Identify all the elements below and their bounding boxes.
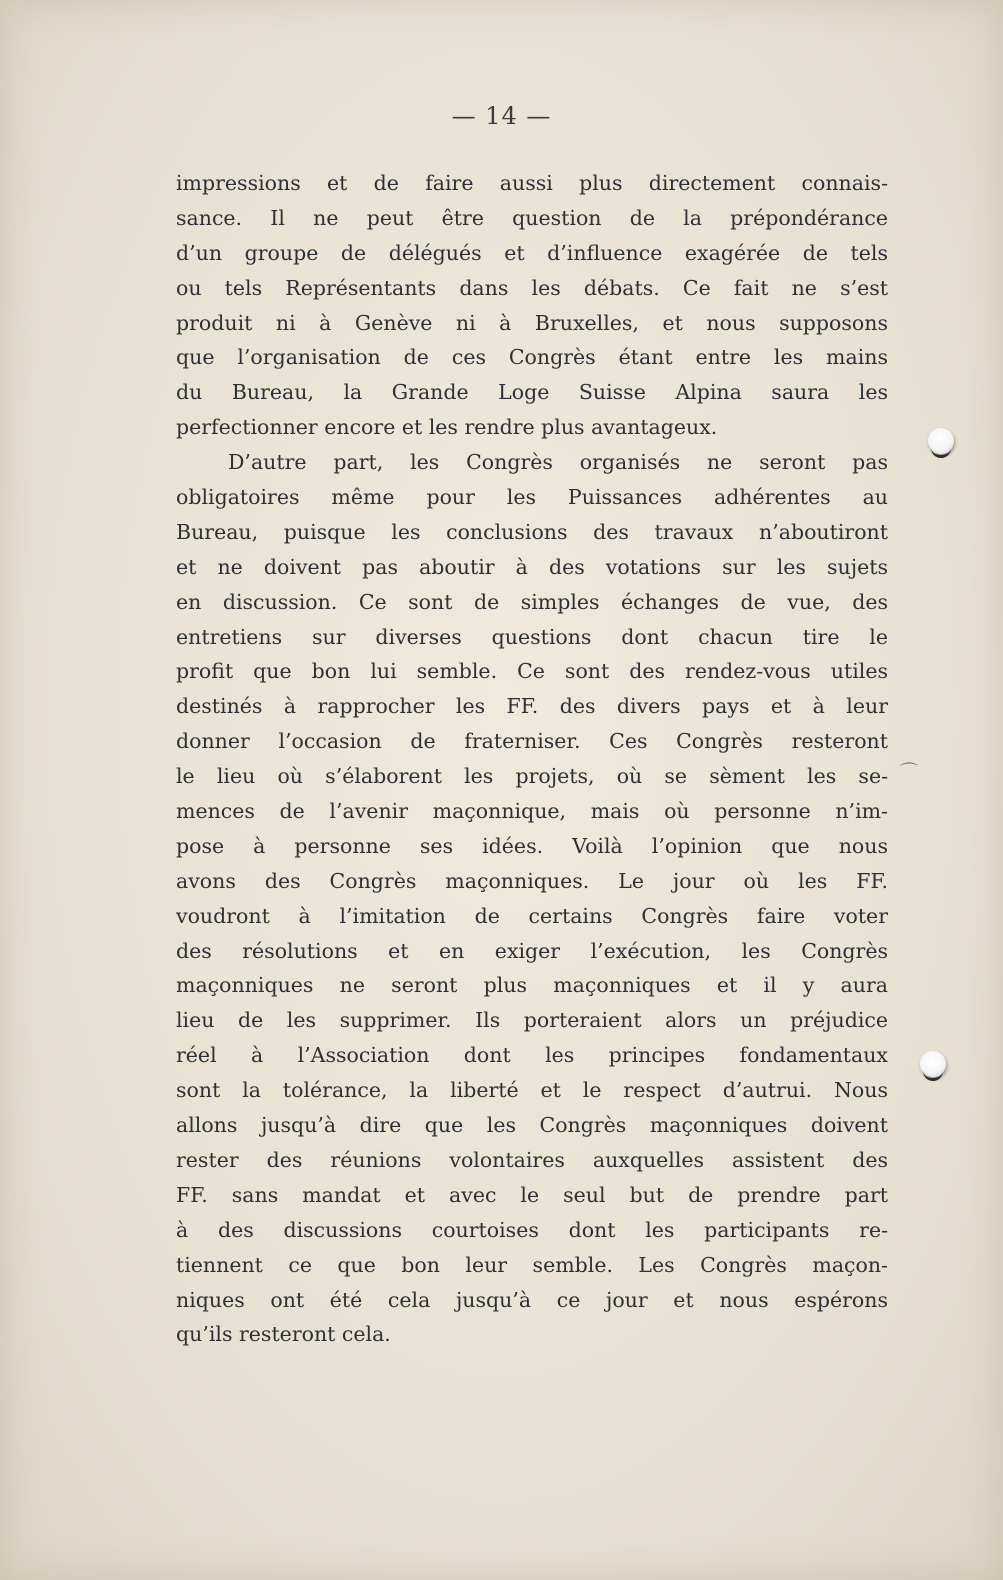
text-line: ou tels Représentants dans les débats. Ce fait ne s’est bbox=[176, 275, 888, 300]
text-line: FF. sans mandat et avec le seul but de prendre part bbox=[176, 1182, 888, 1207]
paper-mark: ⌒ bbox=[900, 762, 918, 783]
text-line: destinés à rapprocher les FF. des divers pays et à leur bbox=[176, 694, 888, 719]
binding-hole-top bbox=[928, 428, 954, 454]
text-line: lieu de les supprimer. Ils porteraient alors un préjudice bbox=[176, 1008, 888, 1033]
text-line: réel à l’Association dont les principes fondamentaux bbox=[176, 1043, 888, 1068]
text-line: impressions et de faire aussi plus directement connais- bbox=[176, 171, 888, 195]
text-line: tiennent ce que bon leur semble. Les Congrès maçon- bbox=[176, 1252, 888, 1277]
text-line: entretiens sur diverses questions dont chacun tire le bbox=[176, 624, 888, 649]
paragraph-end-line: qu’ils resteront cela. bbox=[176, 1322, 391, 1347]
text-line: le lieu où s’élaborent les projets, où se sèment les se- bbox=[176, 764, 888, 789]
text-line: du Bureau, la Grande Loge Suisse Alpina saura les bbox=[176, 380, 888, 405]
text-line: profit que bon lui semble. Ce sont des rendez-vous utiles bbox=[176, 659, 888, 684]
text-line: obligatoires même pour les Puissances adhérentes au bbox=[176, 485, 888, 510]
text-line: produit ni à Genève ni à Bruxelles, et nous supposons bbox=[176, 310, 888, 335]
text-line: donner l’occasion de fraterniser. Ces Congrès resteront bbox=[176, 729, 888, 754]
text-line: des résolutions et en exiger l’exécution, les Congrès bbox=[176, 938, 888, 963]
text-line: maçonniques ne seront plus maçonniques et il y aura bbox=[176, 973, 888, 998]
text-line: sance. Il ne peut être question de la prépondérance bbox=[176, 205, 888, 230]
paragraph-start-line: D’autre part, les Congrès organisés ne seront pas bbox=[228, 450, 888, 475]
text-line: allons jusqu’à dire que les Congrès maçonniques doivent bbox=[176, 1113, 888, 1138]
text-line: mences de l’avenir maçonnique, mais où personne n’im- bbox=[176, 799, 888, 824]
body-text bbox=[176, 166, 888, 1352]
text-line: pose à personne ses idées. Voilà l’opinion que nous bbox=[176, 833, 888, 858]
text-line: voudront à l’imitation de certains Congrès faire voter bbox=[176, 903, 888, 928]
page-number: — 14 — bbox=[451, 102, 552, 130]
text-line: que l’organisation de ces Congrès étant entre les mains bbox=[176, 345, 888, 370]
text-line: et ne doivent pas aboutir à des votations sur les sujets bbox=[176, 554, 888, 579]
text-line: rester des réunions volontaires auxquelles assistent des bbox=[176, 1147, 888, 1172]
text-line: Bureau, puisque les conclusions des travaux n’aboutiront bbox=[176, 519, 888, 544]
text-line: sont la tolérance, la liberté et le respect d’autrui. Nous bbox=[176, 1078, 888, 1103]
text-line: d’un groupe de délégués et d’influence exagérée de tels bbox=[176, 240, 888, 265]
binding-hole-bottom bbox=[920, 1051, 946, 1077]
text-line: en discussion. Ce sont de simples échanges de vue, des bbox=[176, 589, 888, 614]
text-line: niques ont été cela jusqu’à ce jour et nous espérons bbox=[176, 1287, 888, 1312]
text-line: à des discussions courtoises dont les participants re- bbox=[176, 1217, 888, 1242]
text-line: avons des Congrès maçonniques. Le jour où les FF. bbox=[176, 868, 888, 893]
paragraph-end-line: perfectionner encore et les rendre plus avantageux. bbox=[176, 415, 718, 440]
